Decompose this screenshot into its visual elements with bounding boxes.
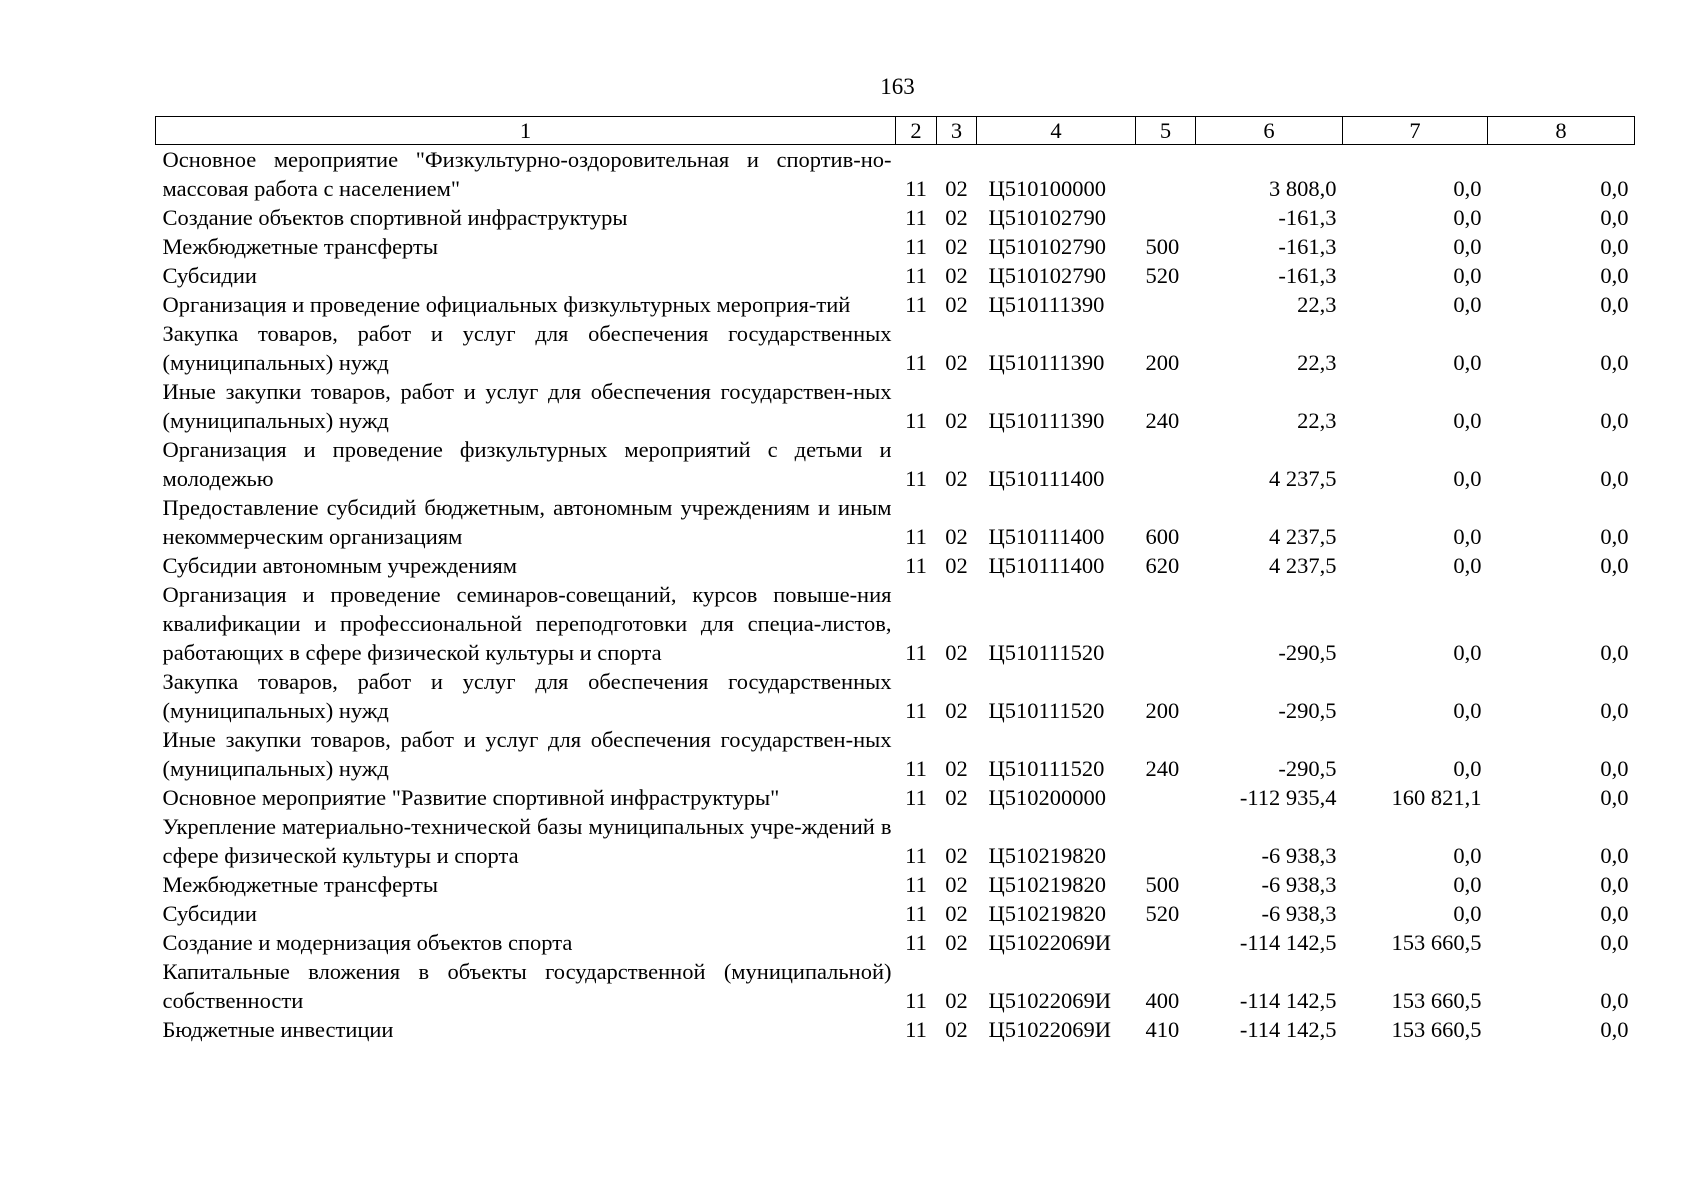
row-amount-col6: 4 237,5: [1269, 553, 1337, 578]
row-amount-col8: 0,0: [1600, 408, 1629, 433]
row-description: Организация и проведение семинаров-совещаний, курсов повыше-ния квалификации и профессиональной переподготовки для специа-листов, работающих в сфере физической культуры и спорта: [162, 582, 892, 665]
row-subsection: 02: [945, 524, 968, 549]
row-subsection: 02: [945, 234, 968, 259]
row-amount-col6: -6 938,3: [1261, 901, 1337, 926]
row-amount-col7: 0,0: [1453, 466, 1482, 491]
table-row: [156, 725, 1635, 783]
row-amount-col6: -161,3: [1278, 205, 1337, 230]
row-subsection: 02: [945, 1017, 968, 1042]
row-section: 11: [905, 408, 927, 433]
row-amount-col6: -161,3: [1278, 234, 1337, 259]
row-description: Основное мероприятие "Физкультурно-оздоровительная и спортив-но-массовая работа с населением": [162, 147, 892, 201]
row-section: 11: [905, 698, 927, 723]
row-subsection: 02: [945, 408, 968, 433]
row-target-code: Ц510102790: [988, 205, 1106, 230]
row-subsection: 02: [945, 553, 968, 578]
row-subsection: 02: [945, 176, 968, 201]
row-expense-type: 410: [1145, 1017, 1180, 1042]
table-row: [156, 812, 1635, 870]
row-amount-col7: 0,0: [1453, 234, 1482, 259]
row-description: Субсидии: [162, 901, 257, 926]
row-description: Организация и проведение официальных физкультурных мероприя-тий: [162, 292, 851, 317]
row-expense-type: 620: [1145, 553, 1180, 578]
row-section: 11: [905, 785, 927, 810]
table-row: [156, 783, 1635, 812]
row-expense-type: [1136, 812, 1196, 870]
row-expense-type: [1136, 290, 1196, 319]
row-description: Межбюджетные трансферты: [162, 872, 438, 897]
row-amount-col7: 0,0: [1453, 350, 1482, 375]
row-target-code: Ц510111390: [988, 292, 1105, 317]
table-row: [156, 551, 1635, 580]
row-target-code: Ц510111400: [988, 553, 1105, 578]
row-subsection: 02: [945, 350, 968, 375]
row-subsection: 02: [945, 698, 968, 723]
row-target-code: Ц51022069И: [988, 1017, 1111, 1042]
row-description: Капитальные вложения в объекты государственной (муниципальной) собственности: [162, 959, 892, 1013]
header-col-4: 4: [977, 117, 1136, 145]
row-expense-type: [1136, 145, 1196, 204]
row-amount-col6: -161,3: [1278, 263, 1337, 288]
row-amount-col7: 0,0: [1453, 698, 1482, 723]
row-description: Создание и модернизация объектов спорта: [162, 930, 573, 955]
row-section: 11: [905, 263, 927, 288]
row-section: 11: [905, 205, 927, 230]
row-description: Субсидии автономным учреждениям: [162, 553, 517, 578]
budget-table: [155, 116, 1635, 1044]
table-row: [156, 957, 1635, 1015]
row-amount-col7: 0,0: [1453, 524, 1482, 549]
row-section: 11: [905, 1017, 927, 1042]
row-subsection: 02: [945, 988, 968, 1013]
row-amount-col7: 0,0: [1453, 292, 1482, 317]
row-target-code: Ц510200000: [988, 785, 1106, 810]
row-description: Закупка товаров, работ и услуг для обеспечения государственных (муниципальных) нужд: [162, 669, 892, 723]
row-amount-col8: 0,0: [1600, 263, 1629, 288]
row-amount-col6: -6 938,3: [1261, 843, 1337, 868]
row-amount-col7: 0,0: [1453, 872, 1482, 897]
row-subsection: 02: [945, 292, 968, 317]
row-amount-col6: -290,5: [1278, 756, 1337, 781]
row-amount-col6: 4 237,5: [1269, 524, 1337, 549]
row-amount-col6: -6 938,3: [1261, 872, 1337, 897]
row-target-code: Ц510102790: [988, 263, 1106, 288]
row-target-code: Ц510111520: [988, 756, 1105, 781]
row-subsection: 02: [945, 205, 968, 230]
row-section: 11: [905, 988, 927, 1013]
row-target-code: Ц510100000: [988, 176, 1106, 201]
row-amount-col6: -290,5: [1278, 698, 1337, 723]
table-row: [156, 290, 1635, 319]
row-subsection: 02: [945, 843, 968, 868]
row-amount-col8: 0,0: [1600, 466, 1629, 491]
table-row: [156, 203, 1635, 232]
row-expense-type: [1136, 580, 1196, 667]
table-header: [156, 117, 1635, 145]
row-expense-type: 500: [1145, 872, 1180, 897]
row-amount-col7: 0,0: [1453, 553, 1482, 578]
row-target-code: Ц510111400: [988, 466, 1105, 491]
row-subsection: 02: [945, 263, 968, 288]
table-row: [156, 870, 1635, 899]
table-row: [156, 319, 1635, 377]
row-amount-col7: 0,0: [1453, 640, 1482, 665]
row-amount-col8: 0,0: [1600, 843, 1629, 868]
row-amount-col8: 0,0: [1600, 553, 1629, 578]
row-description: Иные закупки товаров, работ и услуг для обеспечения государствен-ных (муниципальных) нужд: [162, 379, 892, 433]
row-amount-col8: 0,0: [1600, 785, 1629, 810]
row-amount-col7: 0,0: [1453, 263, 1482, 288]
header-col-5: 5: [1136, 117, 1196, 145]
row-amount-col6: -114 142,5: [1239, 1017, 1337, 1042]
row-amount-col8: 0,0: [1600, 698, 1629, 723]
row-amount-col7: 153 660,5: [1391, 1017, 1482, 1042]
row-amount-col6: -112 935,4: [1239, 785, 1337, 810]
row-target-code: Ц510111400: [988, 524, 1105, 549]
row-section: 11: [905, 872, 927, 897]
row-subsection: 02: [945, 466, 968, 491]
table-row: [156, 667, 1635, 725]
row-amount-col7: 0,0: [1453, 843, 1482, 868]
row-amount-col8: 0,0: [1600, 988, 1629, 1013]
row-amount-col6: -114 142,5: [1239, 930, 1337, 955]
header-col-7: 7: [1343, 117, 1488, 145]
header-col-1: 1: [156, 117, 896, 145]
row-amount-col8: 0,0: [1600, 640, 1629, 665]
row-expense-type: 200: [1145, 350, 1180, 375]
row-amount-col7: 0,0: [1453, 901, 1482, 926]
row-target-code: Ц510111520: [988, 640, 1105, 665]
row-target-code: Ц510111520: [988, 698, 1105, 723]
row-subsection: 02: [945, 930, 968, 955]
row-target-code: Ц510111390: [988, 408, 1105, 433]
row-description: Иные закупки товаров, работ и услуг для обеспечения государствен-ных (муниципальных) нужд: [162, 727, 892, 781]
header-col-3: 3: [937, 117, 977, 145]
row-amount-col6: -290,5: [1278, 640, 1337, 665]
table-row: [156, 928, 1635, 957]
row-amount-col6: -114 142,5: [1239, 988, 1337, 1013]
row-section: 11: [905, 640, 927, 665]
row-target-code: Ц510102790: [988, 234, 1106, 259]
table-row: [156, 435, 1635, 493]
table-row: [156, 899, 1635, 928]
row-amount-col8: 0,0: [1600, 205, 1629, 230]
header-row: [156, 117, 1635, 145]
row-expense-type: [1136, 435, 1196, 493]
row-expense-type: 520: [1145, 263, 1180, 288]
row-amount-col7: 0,0: [1453, 205, 1482, 230]
row-expense-type: 500: [1145, 234, 1180, 259]
row-amount-col7: 153 660,5: [1391, 988, 1482, 1013]
row-amount-col8: 0,0: [1600, 292, 1629, 317]
row-expense-type: 520: [1145, 901, 1180, 926]
row-description: Организация и проведение физкультурных мероприятий с детьми и молодежью: [162, 437, 892, 491]
row-target-code: Ц510219820: [988, 872, 1106, 897]
row-expense-type: 200: [1145, 698, 1180, 723]
row-subsection: 02: [945, 901, 968, 926]
row-amount-col6: 3 808,0: [1269, 176, 1337, 201]
row-section: 11: [905, 176, 927, 201]
row-description: Межбюджетные трансферты: [162, 234, 438, 259]
row-expense-type: 400: [1145, 988, 1180, 1013]
table-body: [156, 145, 1635, 1045]
row-section: 11: [905, 930, 927, 955]
row-section: 11: [905, 756, 927, 781]
row-expense-type: 240: [1145, 408, 1180, 433]
table-row: [156, 1015, 1635, 1044]
row-description: Предоставление субсидий бюджетным, автономным учреждениям и иным некоммерческим организациям: [162, 495, 892, 549]
row-section: 11: [905, 292, 927, 317]
row-subsection: 02: [945, 872, 968, 897]
row-amount-col7: 0,0: [1453, 176, 1482, 201]
row-subsection: 02: [945, 785, 968, 810]
row-description: Закупка товаров, работ и услуг для обеспечения государственных (муниципальных) нужд: [162, 321, 892, 375]
row-target-code: Ц510219820: [988, 843, 1106, 868]
row-expense-type: [1136, 928, 1196, 957]
row-section: 11: [905, 466, 927, 491]
row-amount-col7: 160 821,1: [1391, 785, 1482, 810]
row-amount-col8: 0,0: [1600, 756, 1629, 781]
table-row: [156, 377, 1635, 435]
row-expense-type: 600: [1145, 524, 1180, 549]
row-target-code: Ц51022069И: [988, 988, 1111, 1013]
row-description: Укрепление материально-технической базы муниципальных учре-ждений в сфере физической культуры и спорта: [162, 814, 892, 868]
row-description: Бюджетные инвестиции: [162, 1017, 394, 1042]
row-expense-type: 240: [1145, 756, 1180, 781]
table-row: [156, 261, 1635, 290]
row-amount-col7: 153 660,5: [1391, 930, 1482, 955]
table-row: [156, 232, 1635, 261]
row-section: 11: [905, 843, 927, 868]
row-expense-type: [1136, 203, 1196, 232]
row-description: Создание объектов спортивной инфраструктуры: [162, 205, 628, 230]
table-row: [156, 145, 1635, 204]
header-col-6: 6: [1196, 117, 1343, 145]
header-col-2: 2: [896, 117, 937, 145]
row-amount-col8: 0,0: [1600, 350, 1629, 375]
row-section: 11: [905, 234, 927, 259]
row-amount-col6: 22,3: [1297, 408, 1337, 433]
row-subsection: 02: [945, 756, 968, 781]
row-amount-col8: 0,0: [1600, 234, 1629, 259]
row-target-code: Ц51022069И: [988, 930, 1111, 955]
row-amount-col8: 0,0: [1600, 872, 1629, 897]
row-subsection: 02: [945, 640, 968, 665]
row-section: 11: [905, 350, 927, 375]
row-amount-col7: 0,0: [1453, 408, 1482, 433]
row-expense-type: [1136, 783, 1196, 812]
row-section: 11: [905, 524, 927, 549]
row-amount-col6: 22,3: [1297, 350, 1337, 375]
row-amount-col8: 0,0: [1600, 930, 1629, 955]
table-row: [156, 580, 1635, 667]
page-number: 163: [880, 74, 915, 99]
row-amount-col6: 4 237,5: [1269, 466, 1337, 491]
row-amount-col8: 0,0: [1600, 901, 1629, 926]
row-description: Основное мероприятие "Развитие спортивной инфраструктуры": [162, 785, 780, 810]
row-amount-col8: 0,0: [1600, 176, 1629, 201]
row-amount-col8: 0,0: [1600, 524, 1629, 549]
row-amount-col6: 22,3: [1297, 292, 1337, 317]
row-section: 11: [905, 901, 927, 926]
header-col-8: 8: [1488, 117, 1635, 145]
row-target-code: Ц510219820: [988, 901, 1106, 926]
row-amount-col8: 0,0: [1600, 1017, 1629, 1042]
row-section: 11: [905, 553, 927, 578]
row-target-code: Ц510111390: [988, 350, 1105, 375]
row-description: Субсидии: [162, 263, 257, 288]
table-row: [156, 493, 1635, 551]
row-amount-col7: 0,0: [1453, 756, 1482, 781]
